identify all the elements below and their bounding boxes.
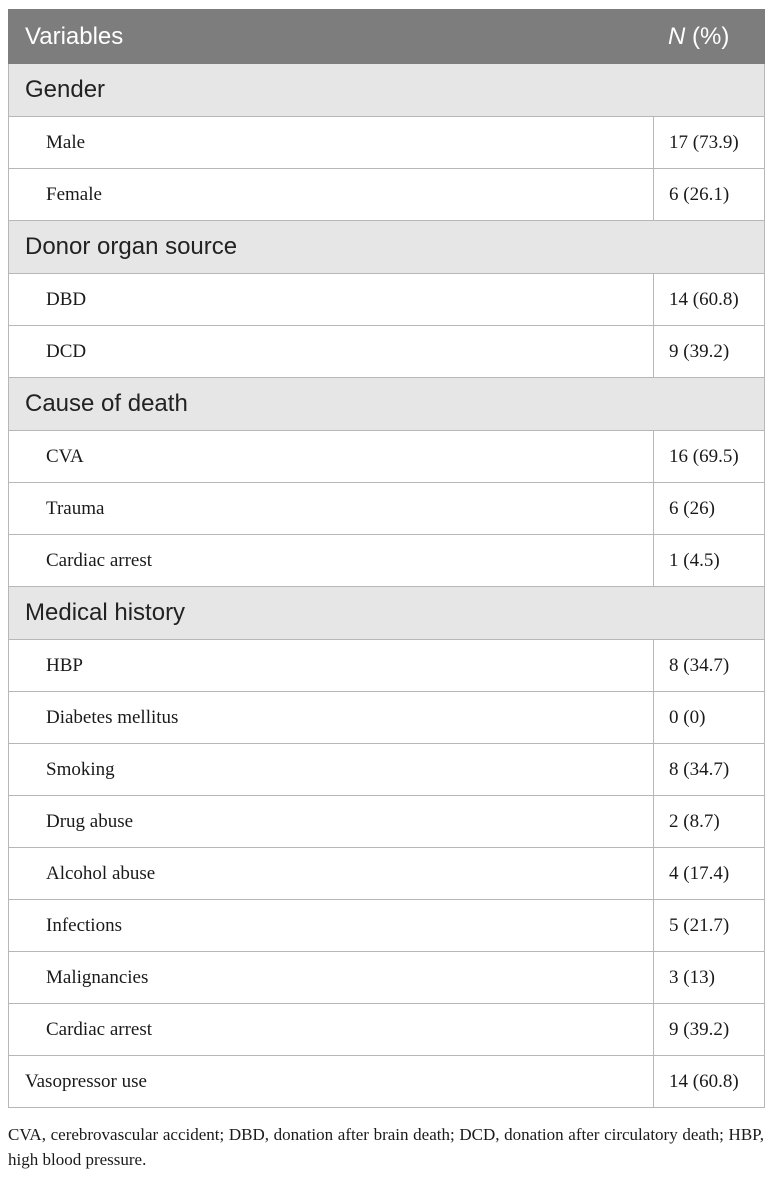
row-label: Alcohol abuse — [9, 848, 654, 900]
row-value: 0 (0) — [654, 692, 765, 744]
row-label: CVA — [9, 431, 654, 483]
row-value: 14 (60.8) — [654, 274, 765, 326]
row-label: Drug abuse — [9, 796, 654, 848]
row-label: Cardiac arrest — [9, 1004, 654, 1056]
table-header-row — [9, 10, 765, 64]
row-label: DCD — [9, 326, 654, 378]
header-percent: (%) — [685, 22, 730, 50]
header-n-italic: N — [668, 22, 686, 50]
section-row-gender — [9, 64, 765, 117]
row-value: 6 (26.1) — [654, 169, 765, 221]
table-row — [9, 952, 765, 1004]
table-row — [9, 1004, 765, 1056]
row-value: 14 (60.8) — [654, 1056, 765, 1108]
table-row — [9, 535, 765, 587]
table-row — [9, 169, 765, 221]
table-row — [9, 848, 765, 900]
table-row — [9, 796, 765, 848]
table-row — [9, 640, 765, 692]
table-row — [9, 692, 765, 744]
row-label: Male — [9, 117, 654, 169]
row-label: Vasopressor use — [9, 1056, 654, 1108]
row-value: 2 (8.7) — [654, 796, 765, 848]
section-title: Medical history — [9, 587, 765, 640]
row-label: Malignancies — [9, 952, 654, 1004]
section-title: Cause of death — [9, 378, 765, 431]
row-value: 9 (39.2) — [654, 326, 765, 378]
table-footnote: CVA, cerebrovascular accident; DBD, donation after brain death; DCD, donation after circulatory death; HBP, high blood pressure. — [8, 1125, 764, 1169]
header-variables: Variables — [9, 10, 654, 64]
row-value: 5 (21.7) — [654, 900, 765, 952]
header-n-percent — [654, 10, 765, 64]
row-label: DBD — [9, 274, 654, 326]
table-row — [9, 274, 765, 326]
row-label: HBP — [9, 640, 654, 692]
section-title: Donor organ source — [9, 221, 765, 274]
table-row — [9, 326, 765, 378]
row-label: Infections — [9, 900, 654, 952]
row-value: 8 (34.7) — [654, 640, 765, 692]
donor-characteristics-table-container — [8, 9, 764, 1108]
section-row-cause-of-death — [9, 378, 765, 431]
row-value: 17 (73.9) — [654, 117, 765, 169]
section-title: Gender — [9, 64, 765, 117]
row-label: Diabetes mellitus — [9, 692, 654, 744]
row-label: Cardiac arrest — [9, 535, 654, 587]
row-value: 16 (69.5) — [654, 431, 765, 483]
donor-characteristics-table — [8, 9, 765, 1108]
row-label: Smoking — [9, 744, 654, 796]
row-value: 3 (13) — [654, 952, 765, 1004]
section-row-medical-history — [9, 587, 765, 640]
row-value: 1 (4.5) — [654, 535, 765, 587]
table-row — [9, 431, 765, 483]
table-row-vasopressor-use — [9, 1056, 765, 1108]
row-value: 6 (26) — [654, 483, 765, 535]
section-row-donor-organ-source — [9, 221, 765, 274]
row-value: 8 (34.7) — [654, 744, 765, 796]
row-label: Trauma — [9, 483, 654, 535]
row-value: 4 (17.4) — [654, 848, 765, 900]
table-row — [9, 483, 765, 535]
table-row — [9, 900, 765, 952]
table-row — [9, 744, 765, 796]
table-row — [9, 117, 765, 169]
row-value: 9 (39.2) — [654, 1004, 765, 1056]
row-label: Female — [9, 169, 654, 221]
